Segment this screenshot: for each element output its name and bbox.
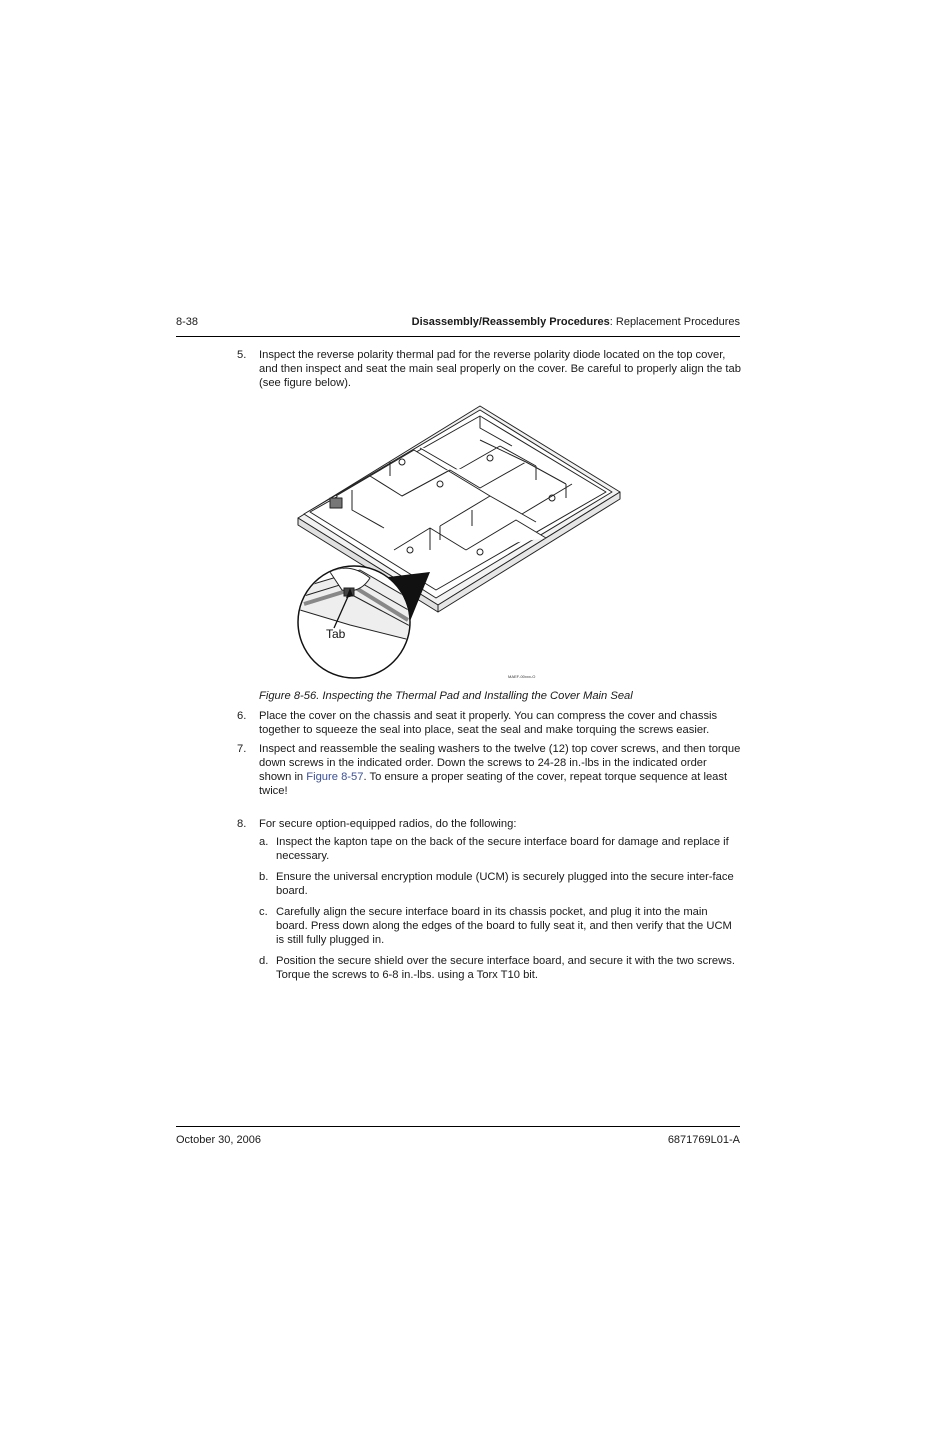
cover-seal-figure (290, 400, 630, 680)
footer-date: October 30, 2006 (176, 1134, 262, 1146)
step-number: 8. (237, 818, 247, 830)
step-text (259, 742, 741, 798)
substep-text: Position the secure shield over the secure interface board, and secure it with the two screws. Torque the screws to 6-8 in.-lbs. using a Torx T10 bit. (276, 955, 735, 981)
substep-letter: d. (259, 955, 269, 967)
step-text-part: Inspect and reassemble the sealing washers to the twelve (12) top cover screws, and then torque down screws in the indicated order. Down the screws to 24-28 in.-lbs in the indicated order shown in (259, 743, 741, 783)
substep-text: Carefully align the secure interface board in its chassis pocket, and plug it into the main board. Press down along the edges of the board to fully seat it, and then verify that the UCM is still fully plugged in. (276, 906, 732, 946)
section-title-bold: Disassembly/Reassembly Procedures (411, 316, 610, 328)
tab-callout: Tab (326, 627, 346, 641)
substep-text: Inspect the kapton tape on the back of the secure interface board for damage and replace if necessary. (276, 836, 729, 862)
figure-8-57-link[interactable]: Figure 8-57 (306, 771, 364, 783)
figure-code: MAEF-00xxx-O (508, 674, 536, 679)
step-text: For secure option-equipped radios, do the following: (259, 818, 517, 830)
step-text-part: . To ensure a proper seating of the cover, repeat torque sequence at least twice! (259, 771, 728, 797)
page-footer (176, 1126, 740, 1146)
step-text: Place the cover on the chassis and seat it properly. You can compress the cover and chassis together to squeeze the seal into place, seat the seal and make torquing the screws easier. (259, 710, 718, 736)
substep-letter: a. (259, 836, 269, 848)
substep-text: Ensure the universal encryption module (UCM) is securely plugged into the secure inter-face board. (276, 871, 734, 897)
step-number: 6. (237, 710, 247, 722)
substep-letter: c. (259, 906, 268, 918)
footer-doc-number: 6871769L01-A (667, 1134, 740, 1146)
figure-caption: Figure 8-56. Inspecting the Thermal Pad and Installing the Cover Main Seal (259, 690, 633, 702)
page-header (176, 316, 740, 337)
step-number: 5. (237, 349, 247, 361)
section-title (412, 316, 740, 328)
section-title-rest: : Replacement Procedures (609, 316, 740, 328)
cover-illustration (290, 400, 630, 680)
page-number: 8-38 (176, 316, 199, 328)
step-number: 7. (237, 743, 247, 755)
substep-letter: b. (259, 871, 269, 883)
step-text: Inspect the reverse polarity thermal pad for the reverse polarity diode located on the top cover, and then inspect and seat the main seal properly on the cover. Be careful to properly align the tab (see figure below). (259, 349, 741, 389)
